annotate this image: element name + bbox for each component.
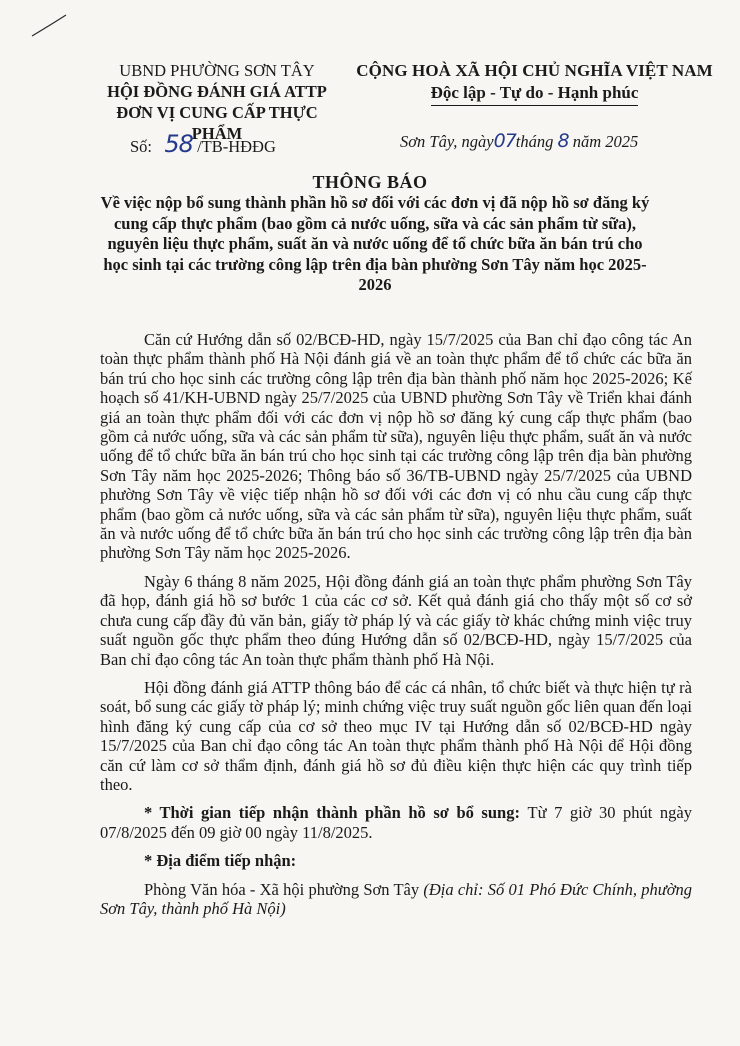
receiving-place-address: (Địa chỉ: Số 01 Phó Đức Chính, phường Sơn Tây, thành phố Hà Nội) <box>100 879 693 918</box>
national-motto-header <box>352 60 717 106</box>
paragraph-notice-request: Hội đồng đánh giá ATTP thông báo để các cá nhân, tổ chức biết và thực hiện tự rà soát, bổ sung các giấy tờ pháp lý; minh chứng việc truy suất nguồn gốc liên quan đến loại hình đăng ký cung cấp của cơ sở theo mục IV tại Hướng dẫn số 02/BCĐ-HD ngày 15/7/2025 của Ban chỉ đạo công tác An toàn thực phẩm thành phố Hà Nội để Hội đồng căn cứ làm cơ sở thẩm định, đánh giá hồ sơ đủ điều kiện thực hiện các quy trình tiếp theo. <box>100 677 692 794</box>
pen-stroke-mark <box>30 10 70 40</box>
date-year-label: năm 2025 <box>572 132 639 151</box>
paragraph-receiving-time <box>100 803 692 842</box>
date-month-label: tháng <box>515 132 554 151</box>
doc-number-suffix: /TB-HĐĐG <box>197 137 276 156</box>
document-title: THÔNG BÁO <box>312 172 428 192</box>
doc-number-prefix: Số: <box>130 137 153 156</box>
document-body <box>100 330 692 927</box>
receiving-time-value: Từ 7 giờ 30 phút ngày 07/8/2025 đến 09 giờ 00 ngày 11/8/2025. <box>100 803 692 842</box>
date-place-prefix: Sơn Tây, ngày <box>400 132 494 151</box>
date-month-handwritten: 8 <box>557 130 569 152</box>
national-motto: Độc lập - Tự do - Hạnh phúc <box>431 82 639 106</box>
receiving-time-label: * Thời gian tiếp nhận thành phần hồ sơ bổ sung: <box>144 803 520 823</box>
paragraph-receiving-place <box>100 880 692 919</box>
agency-line-1: UBND PHƯỜNG SƠN TÂY <box>119 61 315 80</box>
document-date <box>400 130 638 152</box>
receiving-place-name: Phòng Văn hóa - Xã hội phường Sơn Tây <box>144 879 420 899</box>
national-title: CỘNG HOÀ XÃ HỘI CHỦ NGHĨA VIỆT NAM <box>356 61 713 80</box>
paragraph-meeting-result: Ngày 6 tháng 8 năm 2025, Hội đồng đánh giá an toàn thực phẩm phường Sơn Tây đã họp, đánh giá hồ sơ bước 1 của các cơ sở. Kết quả đánh giá cho thấy một số cơ sở chưa cung cấp đầy đủ văn bản, giấy tờ pháp lý và các giấy tờ khác chứng minh việc truy suất nguồn gốc thực phẩm theo đúng Hướng dẫn số 02/BCĐ-HD, ngày 15/7/2025 của Ban chỉ đạo công tác An toàn thực phẩm thành phố Hà Nội. <box>100 571 692 669</box>
paragraph-receiving-place-label: * Địa điểm tiếp nhận: <box>144 851 297 871</box>
doc-number-handwritten: 58 <box>164 130 193 158</box>
document-number <box>130 130 276 158</box>
paragraph-legal-basis: Căn cứ Hướng dẫn số 02/BCĐ-HD, ngày 15/7/2025 của Ban chỉ đạo công tác An toàn thực phẩm thành phố Hà Nội đánh giá về an toàn thực phẩm để tổ chức các bữa ăn bán trú cho học sinh các trường công lập trên địa bàn thành phố năm học 2025-2026; Kế hoạch số 41/KH-UBND ngày 25/7/2025 của UBND phường Sơn Tây về Triển khai đánh giá an toàn thực phẩm đối với các đơn vị nộp hồ sơ đăng ký cung cấp thực phẩm (bao gồm cả nước uống, sữa và các sản phẩm từ sữa), nguyên liệu thực phẩm, suất ăn và nước uống để tổ chức bữa ăn bán trú cho học sinh tại các trường công lập trên địa bàn phường Sơn Tây năm học 2025-2026; Thông báo số 36/TB-UBND ngày 25/7/2025 của UBND phường Sơn Tây về việc tiếp nhận hồ sơ đối với các đơn vị có nhu cầu cung cấp thực phẩm (bao gồm cả nước uống, sữa và các sản phẩm từ sữa), nguyên liệu thực phẩm, suất ăn và nước uống để tổ chức bữa ăn bán trú cho học sinh các trường công lập trên địa bàn phường Sơn Tây năm học 2025-2026. <box>100 330 692 563</box>
document-subject: Về việc nộp bổ sung thành phần hồ sơ đối với các đơn vị đã nộp hồ sơ đăng ký cung cấp thực phẩm (bao gồm cả nước uống, sữa và các sản phẩm từ sữa), nguyên liệu thực phẩm, suất ăn và nước uống để tổ chức bữa ăn bán trú cho học sinh tại các trường công lập trên địa bàn phường Sơn Tây năm học 2025-2026 <box>100 193 650 294</box>
date-day-handwritten: 07 <box>493 130 516 152</box>
agency-line-3: ĐƠN VỊ CUNG CẤP THỰC PHẨM <box>116 103 318 143</box>
agency-line-2: HỘI ĐỒNG ĐÁNH GIÁ ATTP <box>107 82 327 101</box>
